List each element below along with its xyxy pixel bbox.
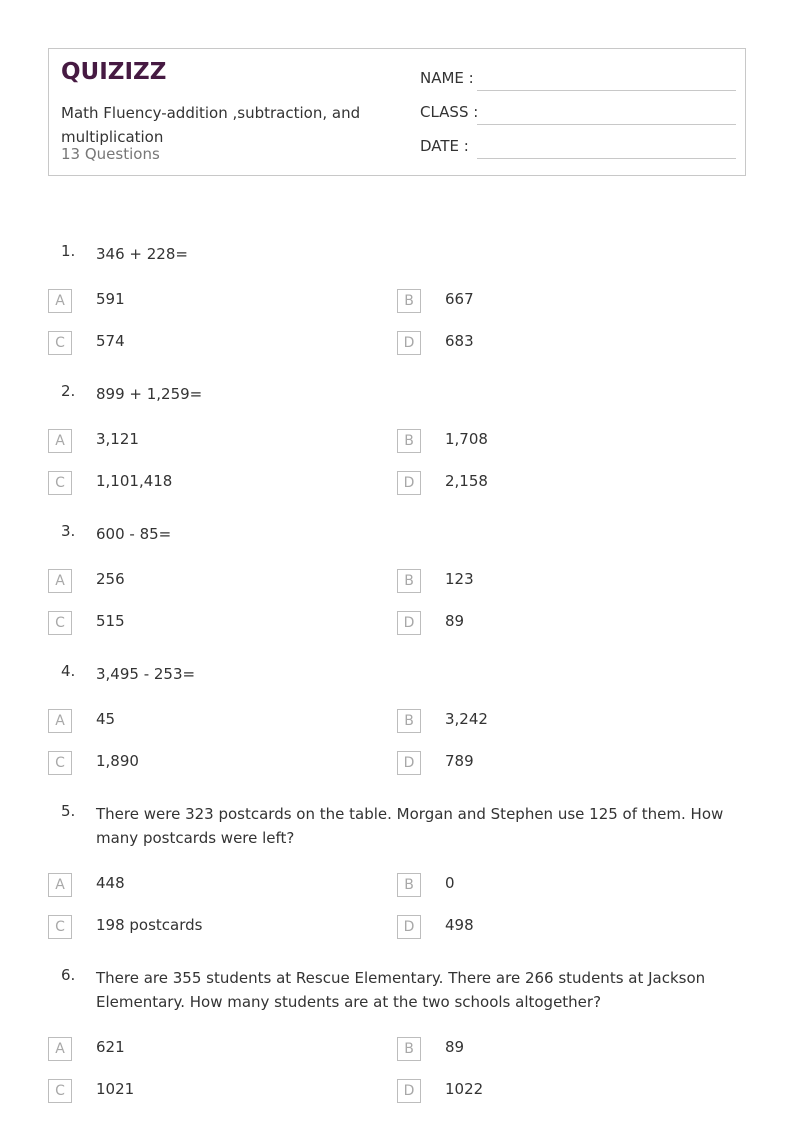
option-value: 198 postcards	[96, 916, 203, 934]
option-letter: A	[48, 1037, 72, 1061]
question-text: There were 323 postcards on the table. Morgan and Stephen use 125 of them. How many postcards were left?	[96, 805, 724, 847]
option-letter: C	[48, 471, 72, 495]
option-letter: D	[397, 471, 421, 495]
option-letter: A	[48, 873, 72, 897]
option-letter: A	[48, 709, 72, 733]
option-value: 89	[445, 612, 465, 630]
quizizz-logo: QUIZIZZ	[61, 59, 167, 85]
option-value: 515	[96, 612, 125, 630]
option-value: 256	[96, 570, 125, 588]
option-letter: A	[48, 429, 72, 453]
question-number: 1.	[61, 242, 76, 260]
option-letter: A	[48, 569, 72, 593]
option-value: 498	[445, 916, 474, 934]
option-value: 1022	[445, 1080, 484, 1098]
name-label: NAME :	[420, 69, 474, 87]
option-letter: D	[397, 751, 421, 775]
option-value: 3,121	[96, 430, 139, 448]
worksheet-title: Math Fluency-addition ,subtraction, and multiplication	[61, 104, 361, 146]
option-value: 448	[96, 874, 125, 892]
date-line	[477, 158, 736, 159]
option-value: 683	[445, 332, 474, 350]
question-text: 899 + 1,259=	[96, 385, 203, 403]
class-field[interactable]	[420, 103, 735, 127]
class-label: CLASS :	[420, 103, 479, 121]
question-text: 3,495 - 253=	[96, 665, 196, 683]
option-letter: D	[397, 915, 421, 939]
option-letter: B	[397, 429, 421, 453]
option-value: 621	[96, 1038, 125, 1056]
worksheet-header	[48, 48, 746, 176]
option-value: 574	[96, 332, 125, 350]
question-text: 600 - 85=	[96, 525, 172, 543]
question-number: 5.	[61, 802, 76, 820]
option-value: 123	[445, 570, 474, 588]
option-letter: C	[48, 331, 72, 355]
option-value: 667	[445, 290, 474, 308]
class-line	[477, 124, 736, 125]
name-line	[477, 90, 736, 91]
option-letter: C	[48, 611, 72, 635]
question-number: 2.	[61, 382, 76, 400]
question-number: 3.	[61, 522, 76, 540]
question-text: 346 + 228=	[96, 245, 188, 263]
question-number: 4.	[61, 662, 76, 680]
date-field[interactable]	[420, 137, 735, 161]
option-letter: D	[397, 611, 421, 635]
option-letter: C	[48, 751, 72, 775]
question-number: 6.	[61, 966, 76, 984]
option-letter: B	[397, 1037, 421, 1061]
option-letter: B	[397, 289, 421, 313]
option-value: 591	[96, 290, 125, 308]
option-value: 1,890	[96, 752, 139, 770]
option-letter: D	[397, 1079, 421, 1103]
option-value: 1,101,418	[96, 472, 173, 490]
option-value: 1,708	[445, 430, 488, 448]
option-letter: B	[397, 709, 421, 733]
option-value: 2,158	[445, 472, 488, 490]
date-label: DATE :	[420, 137, 469, 155]
option-value: 0	[445, 874, 455, 892]
option-letter: B	[397, 873, 421, 897]
question-text: There are 355 students at Rescue Elementary. There are 266 students at Jackson Elementary. How many students are at the two schools altogether?	[96, 969, 706, 1011]
option-value: 89	[445, 1038, 465, 1056]
question-count: 13 Questions	[61, 145, 160, 163]
option-value: 1021	[96, 1080, 135, 1098]
option-letter: C	[48, 915, 72, 939]
name-field[interactable]	[420, 69, 735, 93]
option-letter: D	[397, 331, 421, 355]
option-value: 3,242	[445, 710, 488, 728]
option-letter: A	[48, 289, 72, 313]
option-letter: C	[48, 1079, 72, 1103]
option-letter: B	[397, 569, 421, 593]
option-value: 789	[445, 752, 474, 770]
option-value: 45	[96, 710, 116, 728]
